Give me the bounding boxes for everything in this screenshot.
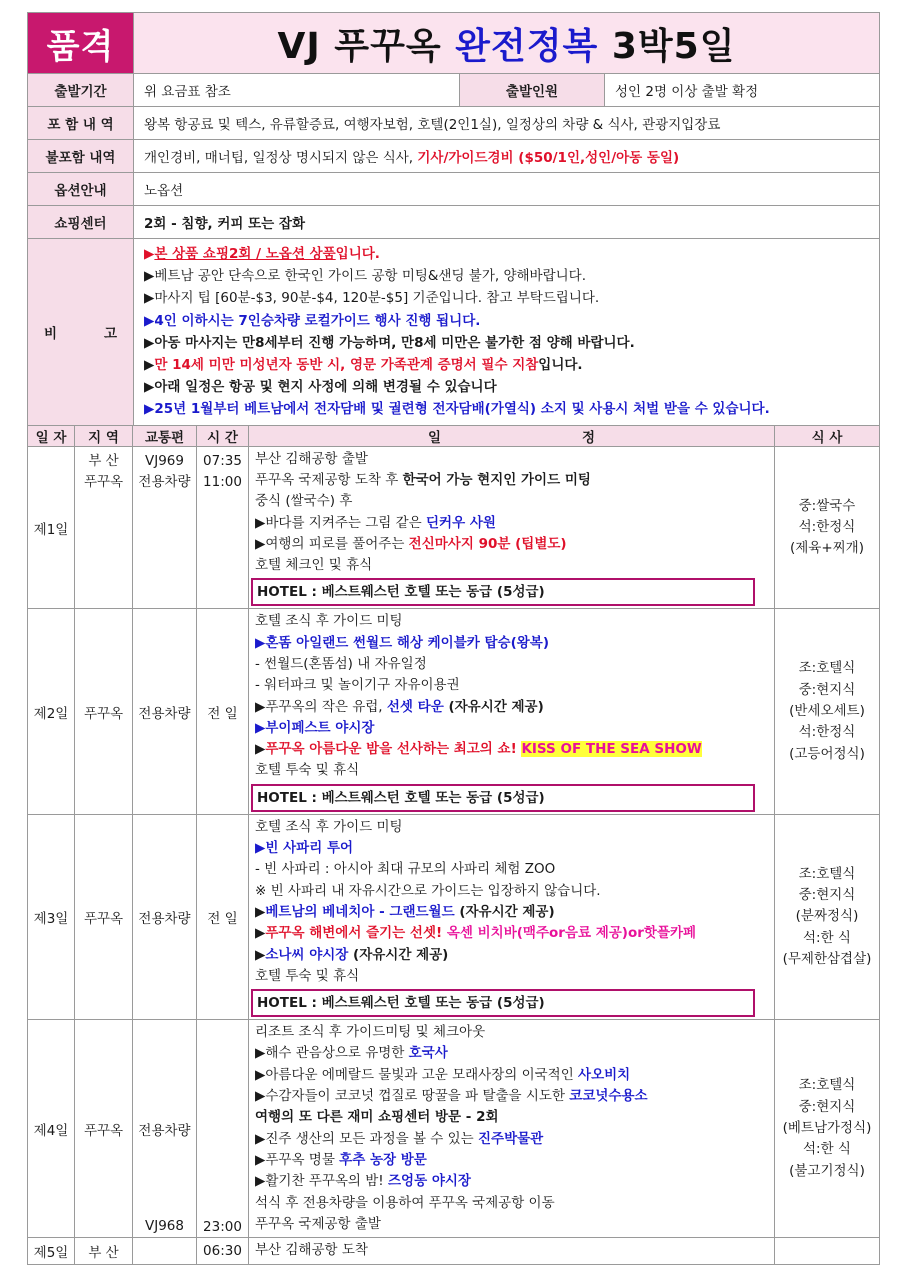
included-label: 포 함 내 역: [28, 107, 134, 140]
day-label: 제2일: [28, 609, 75, 814]
transport-cell: 전용차량 VJ968: [133, 1020, 197, 1238]
transport-cell: 전용차량: [133, 814, 197, 1019]
time-cell: 07:35 11:00: [197, 446, 249, 609]
day-row-3: [28, 814, 880, 1019]
remark-3: ▶마사지 팁 [60분-$3, 90분-$4, 120분-$5] 기준입니다. 참고 부탁드립니다.: [144, 290, 600, 307]
col-time: 시 간: [197, 425, 249, 446]
transport-cell: 전용차량: [133, 609, 197, 814]
meal-cell: 조:호텔식 중:현지식 (반세오세트) 석:한정식 (고등어정식): [775, 609, 880, 814]
grade-badge: 품격: [28, 13, 134, 74]
itinerary-cell: 부산 김해공항 도착: [249, 1238, 775, 1265]
day-row-5: [28, 1238, 880, 1265]
itinerary-sheet: [27, 12, 879, 1265]
remarks-label: 비 고: [28, 239, 134, 426]
col-transport: 교통편: [133, 425, 197, 446]
hotel-box: HOTEL : 베스트웨스턴 호텔 또는 동급 (5성급): [251, 989, 755, 1017]
col-day: 일 자: [28, 425, 75, 446]
schedule-table: [27, 425, 880, 1266]
region-cell: 푸꾸옥: [75, 609, 133, 814]
excluded-value: 개인경비, 매너팁, 일정상 명시되지 않은 식사, 기사/가이드경비 ($50/1인,성인/아동 동일): [134, 140, 880, 173]
time-cell: 23:00: [197, 1020, 249, 1238]
transport-cell: [133, 1238, 197, 1265]
col-itinerary: 일 정: [249, 425, 775, 446]
remark-7: ▶아래 일정은 항공 및 현지 사정에 의해 변경될 수 있습니다: [144, 379, 497, 396]
departure-value: 위 요금표 참조: [134, 74, 460, 107]
itinerary-cell: 호텔 조식 후 가이드 미팅 ▶빈 사파리 투어 - 빈 사파리 : 아시아 최대 규모의 사파리 체험 ZOO ※ 빈 사파리 내 자유시간으로 가이드는 입장하지 않습니다. ▶베트남의 베네치아 - 그랜드월드 (자유시간 제공) ▶푸꾸옥 해변에서 즐기는 선셋! 옥센 비치바(맥주or음료 제공)or핫플카페 ▶소나씨 야시장 (자유시간 제공) 호텔 투숙 및 휴식 HOTEL : 베스트웨스턴 호텔 또는 동급 (5성급): [249, 814, 775, 1019]
shopping-value: 2회 - 침향, 커피 또는 잡화: [134, 206, 880, 239]
region-cell: 푸꾸옥: [75, 1020, 133, 1238]
remarks-list: [134, 239, 880, 426]
col-region: 지 역: [75, 425, 133, 446]
day-label: 제4일: [28, 1020, 75, 1238]
headcount-value: 성인 2명 이상 출발 확정: [605, 74, 880, 107]
time-cell: 전 일: [197, 814, 249, 1019]
remark-5: ▶아동 마사지는 만8세부터 진행 가능하며, 만8세 미만은 불가한 점 양해 바랍니다.: [144, 334, 635, 351]
hotel-box: HOTEL : 베스트웨스턴 호텔 또는 동급 (5성급): [251, 784, 755, 812]
remark-2: ▶베트남 공안 단속으로 한국인 가이드 공항 미팅&샌딩 불가, 양해바랍니다.: [144, 268, 587, 285]
time-cell: 전 일: [197, 609, 249, 814]
info-table: [27, 12, 880, 426]
hotel-box: HOTEL : 베스트웨스턴 호텔 또는 동급 (5성급): [251, 578, 755, 606]
transport-cell: VJ969 전용차량: [133, 446, 197, 609]
meal-cell: 조:호텔식 중:현지식 (분짜정식) 석:한 식 (무제한삼겹살): [775, 814, 880, 1019]
meal-cell: [775, 1238, 880, 1265]
day-row-1: [28, 446, 880, 609]
day-label: 제5일: [28, 1238, 75, 1265]
remark-8: ▶25년 1월부터 베트남에서 전자담배 및 궐련형 전자담배(가열식) 소지 및 사용시 처벌 받을 수 있습니다.: [144, 401, 770, 418]
region-cell: 푸꾸옥: [75, 814, 133, 1019]
day-label: 제3일: [28, 814, 75, 1019]
meal-cell: 중:쌀국수 석:한정식 (제육+찌개): [775, 446, 880, 609]
itinerary-cell: 부산 김해공항 출발 푸꾸옥 국제공항 도착 후 한국어 가능 현지인 가이드 미팅 중식 (쌀국수) 후 ▶바다를 지켜주는 그림 같은 딘커우 사원 ▶여행의 피로를 풀어주는 전신마사지 90분 (팁별도) 호텔 체크인 및 휴식 HOTEL : 베스트웨스턴 호텔 또는 동급 (5성급): [249, 446, 775, 609]
option-label: 옵션안내: [28, 173, 134, 206]
day-label: 제1일: [28, 446, 75, 609]
meal-cell: 조:호텔식 중:현지식 (베트남가정식) 석:한 식 (불고기정식): [775, 1020, 880, 1238]
region-cell: 부 산: [75, 1238, 133, 1265]
day-row-4: [28, 1020, 880, 1238]
included-value: 왕복 항공료 및 텍스, 유류할증료, 여행자보험, 호텔(2인1실), 일정상의 차량 & 식사, 관광지입장료: [134, 107, 880, 140]
shopping-label: 쇼핑센터: [28, 206, 134, 239]
region-cell: 부 산 푸꾸옥: [75, 446, 133, 609]
col-meals: 식 사: [775, 425, 880, 446]
remark-4: ▶4인 이하시는 7인승차량 로컬가이드 행사 진행 됩니다.: [144, 312, 481, 329]
itinerary-cell: 리조트 조식 후 가이드미팅 및 체크아웃 ▶해수 관음상으로 유명한 호국사 ▶아름다운 에메랄드 물빛과 고운 모래사장의 이국적인 사오비치 ▶수감자들이 코코넛 껍질로 땅꿀을 파 탈출을 시도한 코코넛수용소 여행의 또 다른 재미 쇼핑센터 방문 - 2회 ▶진주 생산의 모든 과정을 볼 수 있는 진주박물관 ▶푸꾸옥 명물 후추 농장 방문 ▶활기찬 푸꾸옥의 밤! 즈엉동 야시장 석식 후 전용차량을 이용하여 푸꾸옥 국제공항 이동 푸꾸옥 국제공항 출발: [249, 1020, 775, 1238]
excluded-label: 불포함 내역: [28, 140, 134, 173]
remark-1: ▶본 상품 쇼핑2회 / 노옵션 상품입니다.: [144, 246, 380, 262]
option-value: 노옵션: [134, 173, 880, 206]
remark-6: ▶만 14세 미만 미성년자 동반 시, 영문 가족관계 증명서 필수 지참입니다.: [144, 357, 583, 374]
day-row-2: [28, 609, 880, 814]
page-title: VJ 푸꾸옥 완전정복 3박5일: [134, 13, 880, 74]
time-cell: 06:30: [197, 1238, 249, 1265]
departure-label: 출발기간: [28, 74, 134, 107]
headcount-label: 출발인원: [460, 74, 605, 107]
itinerary-cell: 호텔 조식 후 가이드 미팅 ▶혼똠 아일랜드 썬월드 해상 케이블카 탑승(왕복) - 썬월드(혼똠섬) 내 자유일정 - 워터파크 및 놀이기구 자유이용권 ▶푸꾸옥의 작은 유럽, 선셋 타운 (자유시간 제공) ▶부이페스트 야시장 ▶푸꾸옥 아름다운 밤을 선사하는 최고의 쇼! KISS OF THE SEA SHOW 호텔 투숙 및 휴식 HOTEL : 베스트웨스턴 호텔 또는 동급 (5성급): [249, 609, 775, 814]
